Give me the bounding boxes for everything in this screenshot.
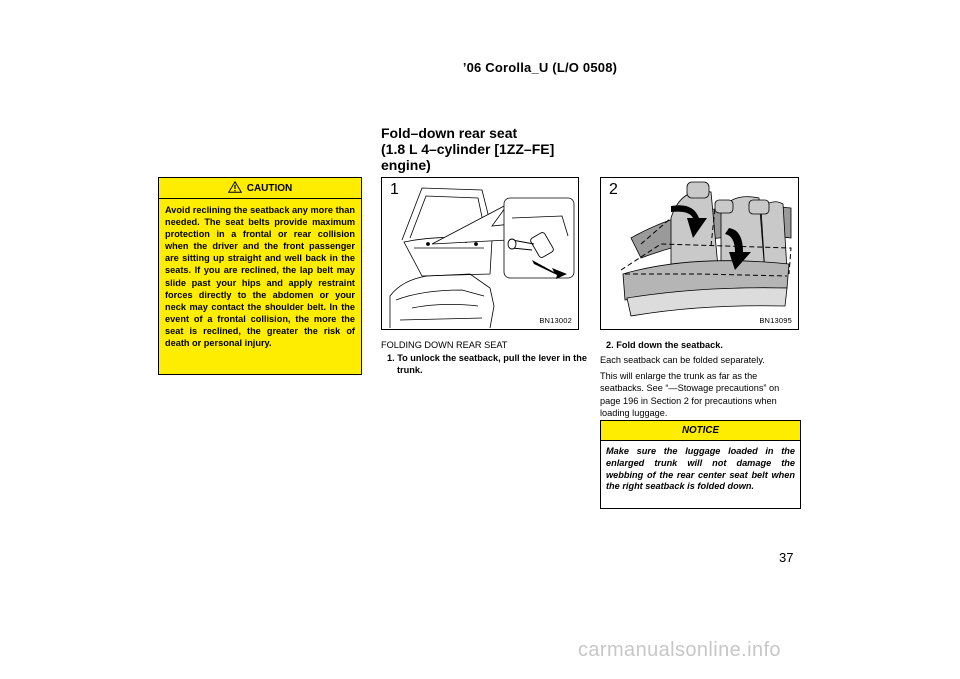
caution-label: CAUTION [246,182,293,194]
folding-seatback-illustration-icon [601,178,799,330]
section-title-text: Fold–down rear seat (1.8 L 4–cylinder [1ZZ–FE] engine) [381,125,555,173]
figure-2-code: BN13095 [759,316,792,325]
figure-1-code: BN13002 [539,316,572,325]
notice-label: NOTICE [681,425,719,436]
procedure-heading: FOLDING DOWN REAR SEAT [381,340,508,350]
paragraph-enlarge-trunk: This will enlarge the trunk as far as the seatbacks. See “—Stowage precautions” on page 196 in Section 2 for precautions when loading luggage. [600,371,780,419]
trunk-lever-illustration-icon [382,178,579,330]
watermark: carmanualsonline.info [578,639,781,661]
figure-1 [381,177,579,330]
section-title [381,125,601,173]
figure-2-number: 2 [609,181,618,198]
caution-box [158,177,362,375]
paragraph-separate-fold: Each seatback can be folded separately. [600,355,765,365]
notice-box [600,420,801,509]
caution-text: Avoid reclining the seatback any more than needed. The seat belts provide maximum protection in a frontal or rear collision when the driver and the front passenger are sitting up straight and well back in the seats. If you are reclined, the lap belt may slide past your hips and apply restraint forces directly to the abdomen or your neck may contact the shoulder belt. In the event of a frontal collision, the more the seat is reclined, the greater the risk of death or personal injury. [165,205,355,349]
figure-2 [600,177,799,330]
caution-header [159,178,361,199]
step-2: 2. Fold down the seatback. [606,340,723,350]
notice-header [601,421,800,441]
page-number: 37 [779,550,794,565]
figure-1-number: 1 [390,181,399,198]
warning-triangle-icon [228,181,242,196]
step-1: 1. To unlock the seatback, pull the lever in the trunk. [387,353,587,376]
notice-text: Make sure the luggage loaded in the enlarged trunk will not damage the webbing of the rear center seat belt when the right seatback is folded down. [606,446,795,492]
running-header: ’06 Corolla_U (L/O 0508) [462,60,618,75]
